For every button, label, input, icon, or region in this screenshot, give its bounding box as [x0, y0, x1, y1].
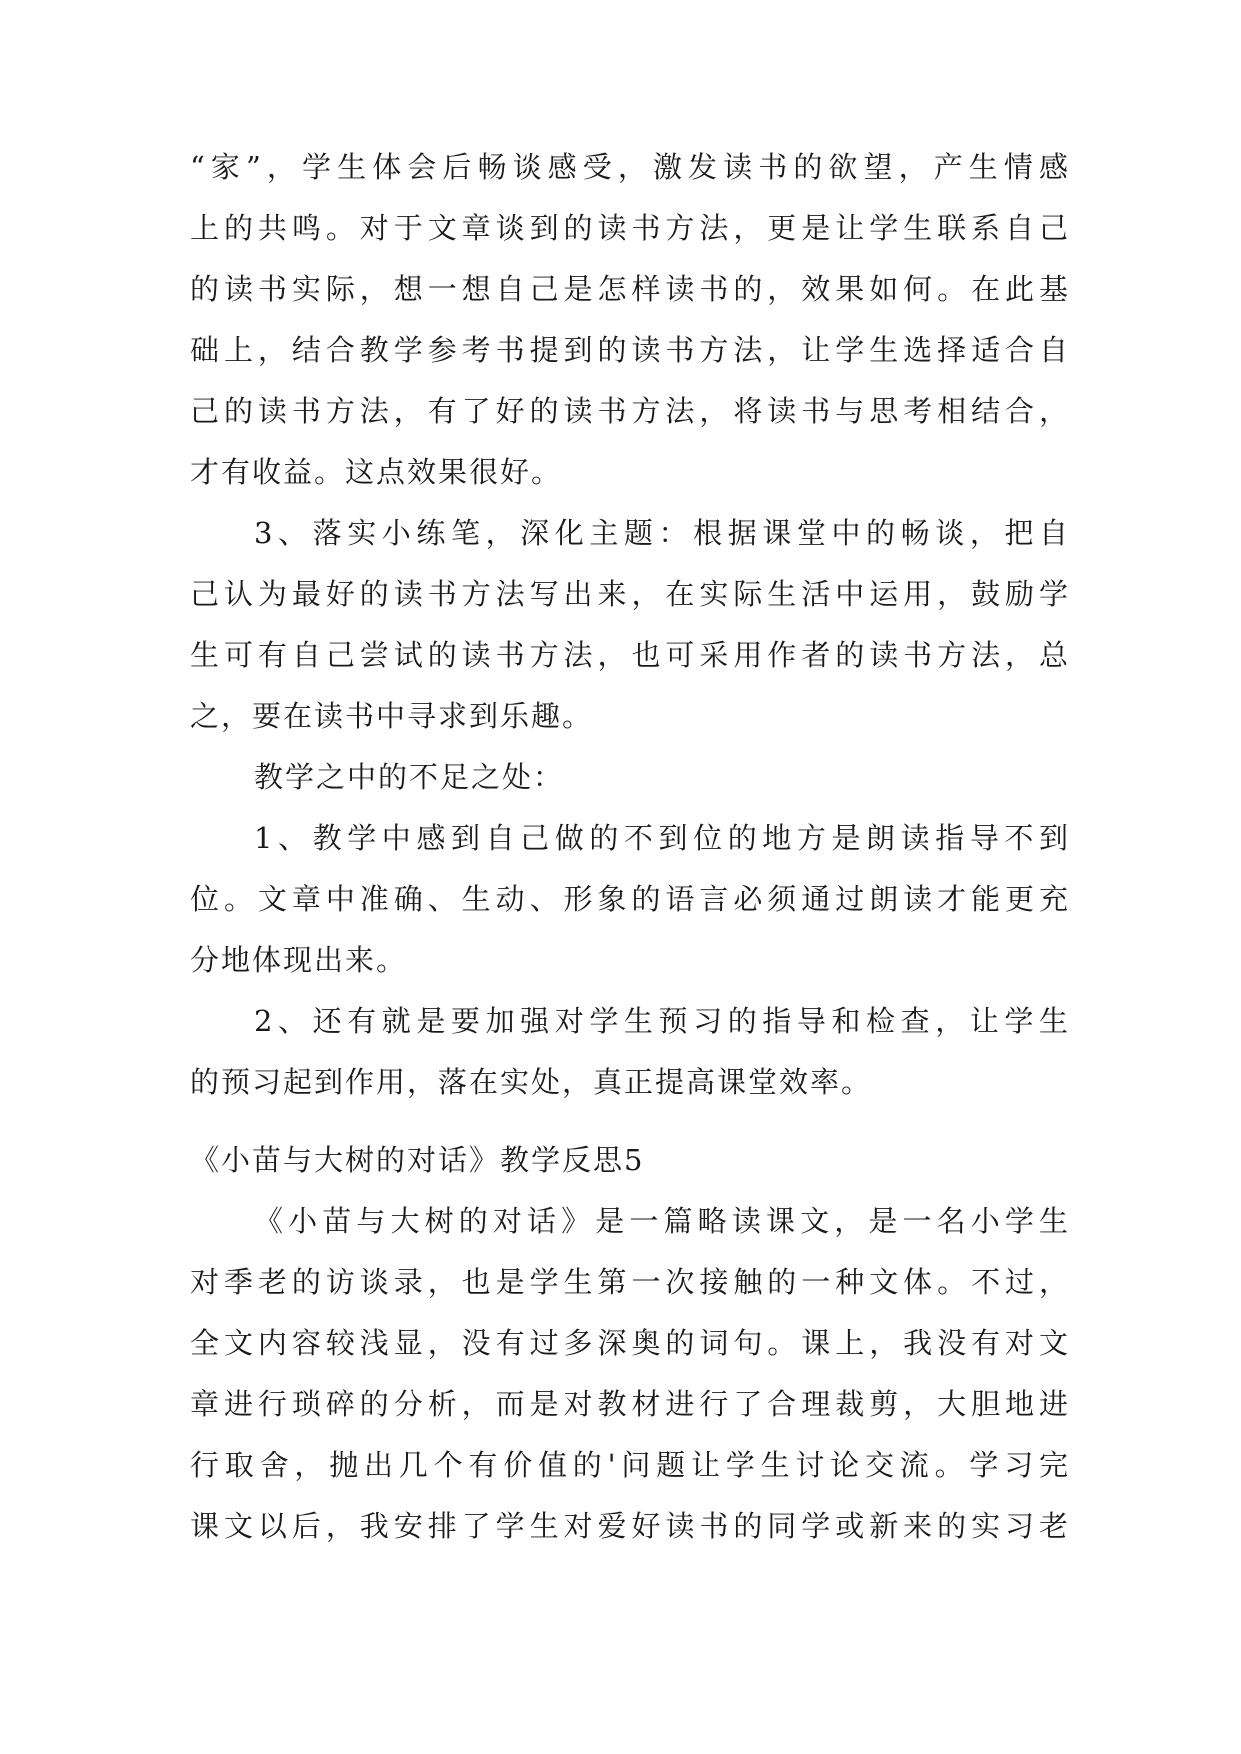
- paragraph-line: 1、教学中感到自己做的不到位的地方是朗读指导不到: [254, 821, 1070, 855]
- paragraph-line: 上的共鸣。对于文章谈到的读书方法，更是让学生联系自己: [190, 211, 1070, 245]
- paragraph-line: 2、还有就是要加强对学生预习的指导和检查，让学生: [254, 1004, 1070, 1038]
- paragraph-line: “家”，学生体会后畅谈感受，激发读书的欲望，产生情感: [190, 150, 1070, 184]
- paragraph-line: 课文以后，我安排了学生对爱好读书的同学或新来的实习老: [190, 1509, 1070, 1543]
- paragraph-line: 己认为最好的读书方法写出来，在实际生活中运用，鼓励学: [190, 577, 1070, 611]
- paragraph-line: 位。文章中准确、生动、形象的语言必须通过朗读才能更充: [190, 882, 1070, 916]
- paragraph-line: 分地体现出来。: [190, 943, 408, 977]
- paragraph-line: 对季老的访谈录，也是学生第一次接触的一种文体。不过，: [190, 1265, 1070, 1299]
- paragraph-line: 生可有自己尝试的读书方法，也可采用作者的读书方法，总: [190, 638, 1070, 672]
- section-heading: 《小苗与大树的对话》教学反思5: [190, 1143, 645, 1177]
- paragraph-line: 行取舍，抛出几个有价值的'问题让学生讨论交流。学习完: [190, 1448, 1070, 1482]
- paragraph-line: 章进行琐碎的分析，而是对教材进行了合理裁剪，大胆地进: [190, 1387, 1070, 1421]
- paragraph-line: 的读书实际，想一想自己是怎样读书的，效果如何。在此基: [190, 272, 1070, 306]
- paragraph-line: 之，要在读书中寻求到乐趣。: [190, 699, 594, 733]
- paragraph-line: 己的读书方法，有了好的读书方法，将读书与思考相结合，: [190, 394, 1070, 428]
- paragraph-line: 才有收益。这点效果很好。: [190, 455, 563, 489]
- reflection-body-section-1: [190, 137, 1070, 1113]
- paragraph-line: 的预习起到作用，落在实处，真正提高课堂效率。: [190, 1065, 873, 1099]
- paragraph-line: 教学之中的不足之处：: [254, 760, 565, 794]
- reflection-section-2: [190, 1130, 1070, 1557]
- paragraph-line: 础上，结合教学参考书提到的读书方法，让学生选择适合自: [190, 333, 1070, 367]
- paragraph-line: 全文内容较浅显，没有过多深奥的词句。课上，我没有对文: [190, 1326, 1070, 1360]
- paragraph-line: 3、落实小练笔，深化主题：根据课堂中的畅谈，把自: [254, 516, 1070, 550]
- paragraph-line: 《小苗与大树的对话》是一篇略读课文，是一名小学生: [254, 1204, 1070, 1238]
